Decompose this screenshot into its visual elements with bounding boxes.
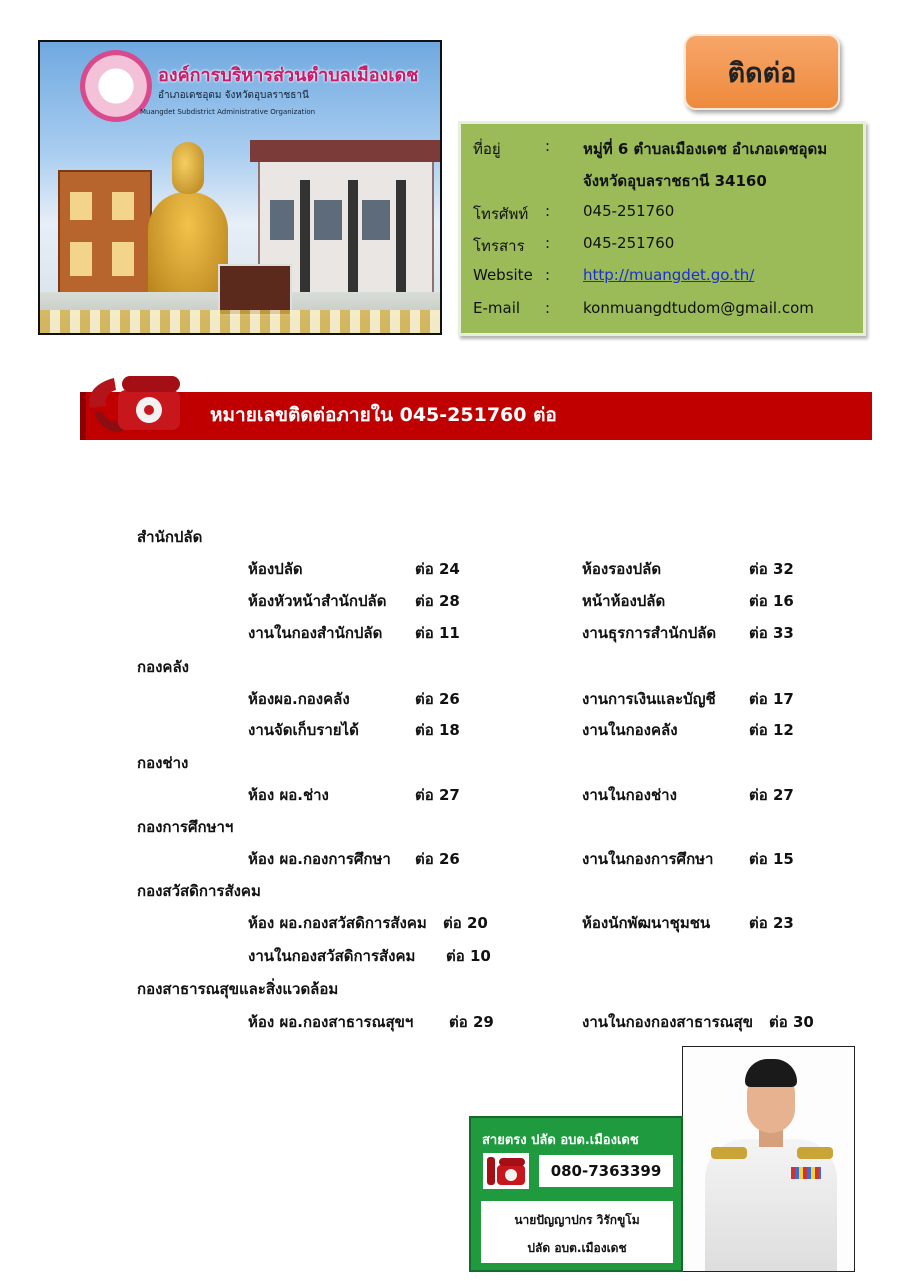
directory-room: ห้องผอ.กองคลัง — [248, 690, 350, 708]
contact-button[interactable]: ติดต่อ — [684, 34, 840, 110]
official-name: นายปัญญาปกร วิรักขูโม — [514, 1213, 640, 1227]
org-english-name: Muangdet Subdistrict Administrative Organization — [140, 108, 316, 116]
directory-room: หน้าห้องปลัด — [582, 592, 666, 610]
address-line2: จังหวัดอุบลราชธานี 34160 — [583, 172, 767, 190]
office-sign-graphic — [218, 264, 292, 316]
directory-room: งานในกองคลัง — [582, 721, 678, 739]
address-colon: : — [545, 137, 551, 155]
internal-number-title: หมายเลขติดต่อภายใน 045-251760 ต่อ — [210, 404, 557, 426]
directory-room: ห้อง ผอ.กองการศึกษา — [248, 850, 391, 868]
phone-colon: : — [545, 202, 551, 220]
directory-extension: ต่อ 16 — [749, 592, 794, 610]
directory-room: ห้องรองปลัด — [582, 560, 662, 578]
section-health: กองสาธารณสุขและสิ่งแวดล้อม — [137, 980, 339, 998]
directory-extension: ต่อ 28 — [415, 592, 460, 610]
section-engineering: กองช่าง — [137, 754, 189, 772]
directory-room: งานในกองสวัสดิการสังคม — [248, 947, 416, 965]
hair-graphic — [745, 1059, 797, 1087]
directory-extension: ต่อ 27 — [415, 786, 460, 804]
directory-room: งานธุรการสำนักปลัด — [582, 624, 717, 642]
directory-room: ห้อง ผอ.ช่าง — [248, 786, 329, 804]
directory-extension: ต่อ 29 — [449, 1013, 494, 1031]
directory-extension: ต่อ 23 — [749, 914, 794, 932]
directory-extension: ต่อ 30 — [769, 1013, 814, 1031]
official-position: ปลัด อบต.เมืองเดช — [527, 1241, 627, 1255]
section-palad: สำนักปลัด — [137, 528, 203, 546]
phone-label: โทรศัพท์ — [473, 205, 529, 223]
official-portrait — [682, 1046, 855, 1272]
directory-room: ห้อง ผอ.กองสวัสดิการสังคม — [248, 914, 427, 932]
directory-room: งานในกองการศึกษา — [582, 850, 714, 868]
directory-extension: ต่อ 12 — [749, 721, 794, 739]
section-welfare: กองสวัสดิการสังคม — [137, 882, 261, 900]
website-colon: : — [545, 266, 551, 284]
directory-room: งานในกองช่าง — [582, 786, 677, 804]
directory-room: งานจัดเก็บรายได้ — [248, 721, 359, 739]
directory-extension: ต่อ 26 — [415, 690, 460, 708]
medal-ribbons — [791, 1167, 821, 1179]
phone-value: 045-251760 — [583, 202, 675, 220]
directory-extension: ต่อ 26 — [415, 850, 460, 868]
directory-extension: ต่อ 20 — [443, 914, 488, 932]
direct-line-title: สายตรง ปลัด อบต.เมืองเดช — [482, 1133, 639, 1148]
directory-room: งานในกองสำนักปลัด — [248, 624, 383, 642]
directory-extension: ต่อ 33 — [749, 624, 794, 642]
left-building-graphic — [58, 170, 152, 304]
ornament-border — [40, 310, 440, 335]
header-banner-image — [38, 40, 442, 335]
website-link[interactable]: http://muangdet.go.th/ — [583, 266, 755, 284]
direct-line-number: 080-7363399 — [539, 1155, 673, 1187]
address-label: ที่อยู่ — [473, 140, 501, 158]
directory-extension: ต่อ 18 — [415, 721, 460, 739]
directory-room: ห้องปลัด — [248, 560, 303, 578]
directory-extension: ต่อ 17 — [749, 690, 794, 708]
section-education: กองการศึกษาฯ — [137, 818, 234, 836]
directory-extension: ต่อ 15 — [749, 850, 794, 868]
directory-room: ห้องหัวหน้าสำนักปลัด — [248, 592, 387, 610]
fax-colon: : — [545, 234, 551, 252]
address-panel — [458, 121, 866, 336]
section-finance: กองคลัง — [137, 658, 189, 676]
directory-extension: ต่อ 10 — [446, 947, 491, 965]
address-line1: หมู่ที่ 6 ตำบลเมืองเดช อำเภอเดชอุดม — [583, 140, 828, 158]
telephone-icon — [483, 1153, 529, 1189]
email-value: konmuangdtudom@gmail.com — [583, 299, 814, 317]
org-subtitle: อำเภอเดชอุดม จังหวัดอุบลราชธานี — [158, 90, 309, 101]
directory-room: งานการเงินและบัญชี — [582, 690, 716, 708]
directory-extension: ต่อ 27 — [749, 786, 794, 804]
buddha-head-graphic — [172, 142, 204, 194]
org-name: องค์การบริหารส่วนตำบลเมืองเดช — [158, 65, 419, 86]
fax-label: โทรสาร — [473, 237, 525, 255]
buddha-statue-graphic — [148, 192, 228, 302]
website-label: Website — [473, 266, 533, 284]
telephone-icon — [84, 372, 188, 436]
directory-extension: ต่อ 32 — [749, 560, 794, 578]
email-label: E-mail — [473, 299, 521, 317]
epaulette-left — [711, 1147, 747, 1159]
directory-room: งานในกองกองสาธารณสุข — [582, 1013, 753, 1031]
directory-extension: ต่อ 11 — [415, 624, 460, 642]
epaulette-right — [797, 1147, 833, 1159]
directory-extension: ต่อ 24 — [415, 560, 460, 578]
email-colon: : — [545, 299, 551, 317]
directory-room: ห้องนักพัฒนาชุมชน — [582, 914, 711, 932]
fax-value: 045-251760 — [583, 234, 675, 252]
directory-room: ห้อง ผอ.กองสาธารณสุขฯ — [248, 1013, 414, 1031]
